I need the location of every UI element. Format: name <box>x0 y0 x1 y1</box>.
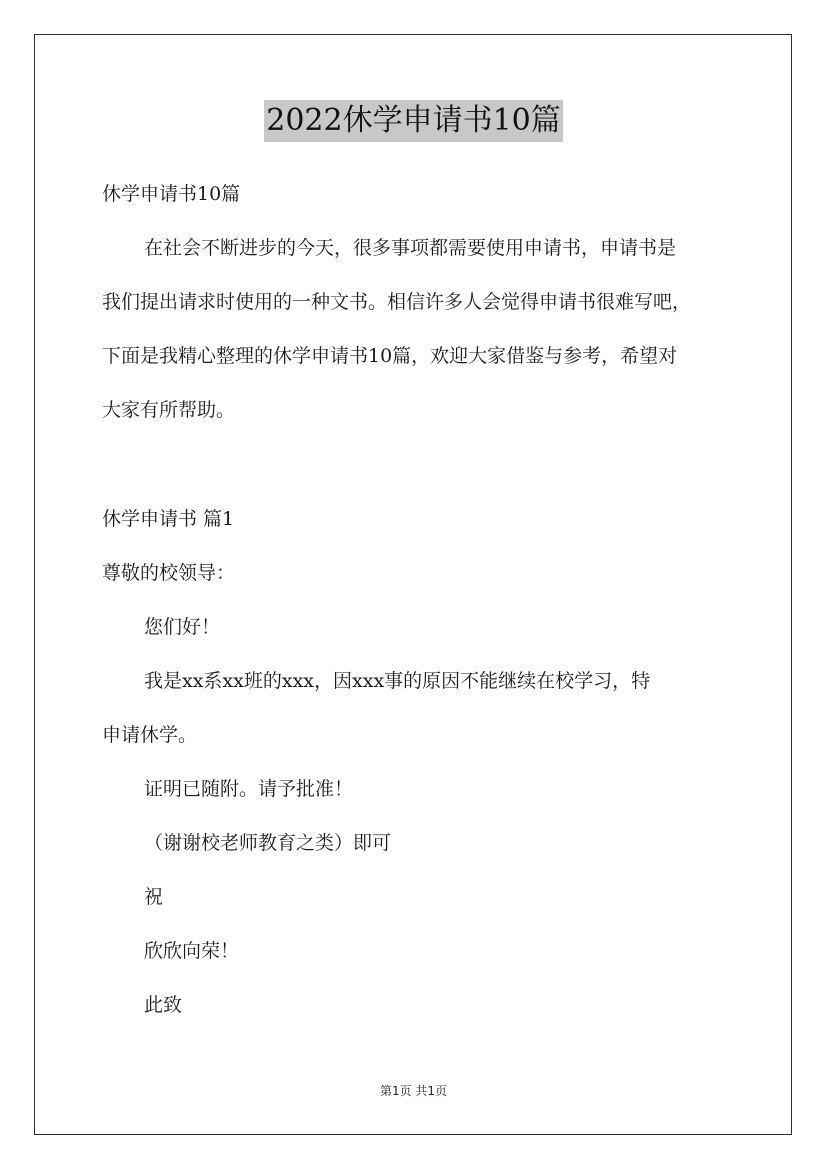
body-line-1: 我是xx系xx班的xxx，因xxx事的原因不能继续在校学习，特 <box>144 670 651 692</box>
body-line-2: 申请休学。 <box>102 724 198 746</box>
section-heading: 休学申请书 篇1 <box>102 508 235 530</box>
intro-line-2: 我们提出请求时使用的一种文书。相信许多人会觉得申请书很难写吧， <box>102 291 692 313</box>
closing-regards: 此致 <box>144 994 183 1016</box>
subtitle: 休学申请书10篇 <box>102 183 241 205</box>
page-footer: 第1页 共1页 <box>379 1084 448 1098</box>
attachment-line: 证明已随附。请予批准！ <box>144 778 354 800</box>
intro-line-1: 在社会不断进步的今天，很多事项都需要使用申请书，申请书是 <box>144 237 677 259</box>
document-title: 2022休学申请书10篇 <box>264 100 563 142</box>
greeting: 您们好！ <box>144 616 221 638</box>
intro-line-3: 下面是我精心整理的休学申请书10篇，欢迎大家借鉴与参考，希望对 <box>102 345 678 367</box>
closing-wish: 祝 <box>144 886 164 908</box>
salutation: 尊敬的校领导： <box>102 562 236 584</box>
title-container <box>0 100 827 142</box>
closing-blessing: 欣欣向荣！ <box>144 940 240 962</box>
intro-line-4: 大家有所帮助。 <box>102 399 236 421</box>
note-line: （谢谢校老师教育之类）即可 <box>144 832 392 854</box>
